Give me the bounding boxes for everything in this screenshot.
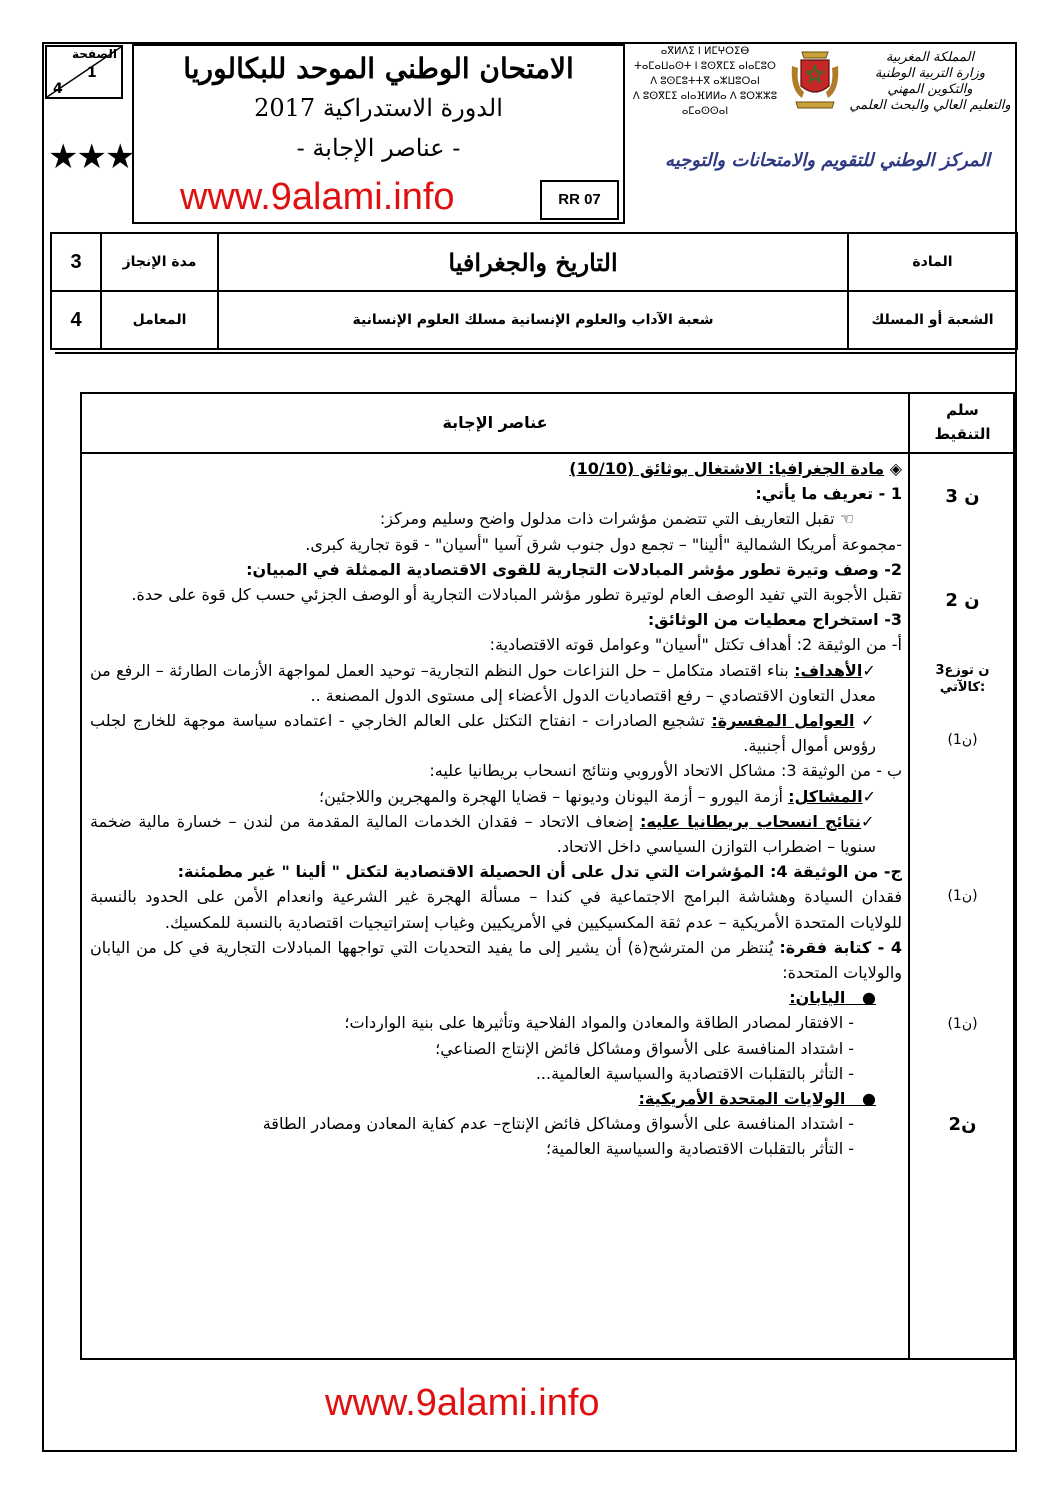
tifinagh-line: ⴷ ⵓⵙⴳⵎⵉ ⴰⵏⴰⴼⵍⵍⴰ ⴷ ⵓⵔⵣⵣⵓ ⴰⵎⴰⵙⵙⴰⵏ: [632, 91, 778, 117]
subject-table: [50, 232, 1018, 350]
q1-line2: -مجموعة أمريكا الشمالية "ألينا" – تجمع دول جنوب شرق آسيا "أسيان" - قوة تجارية كبرى.: [305, 534, 902, 554]
exam-title: الامتحان الوطني الموحد للبكالوريا: [183, 52, 574, 85]
q3a-factors: [90, 708, 902, 758]
duration-label: مدة الإنجاز: [101, 233, 218, 291]
japan-heading: [90, 985, 902, 1010]
grade-q3b: (1ن): [947, 888, 978, 904]
tifinagh-line: ⴰⴳⵍⴷⵉ ⵏ ⵍⵎⵖⵔⵉⴱ: [660, 46, 750, 57]
coefficient-value: 4: [51, 291, 101, 349]
q3b-problems-label: المشاكل:: [788, 786, 863, 806]
column-divider: [908, 394, 910, 1358]
q2-title: 2- وصف وتيرة تطور مؤشر المبادلات التجارية للقوى الاقتصادية الممثلة في المبيان:: [246, 559, 902, 579]
q4-title: 4 - كتابة فقرة:: [779, 937, 902, 957]
subject-label: المادة: [848, 233, 1017, 291]
check-icon: ✓: [862, 786, 876, 806]
grade-q3-line: 3ن توزع: [935, 663, 990, 678]
grade-q1: 3 ن: [945, 486, 980, 507]
usa-item: - اشتداد المنافسة على الأسواق ومشاكل فائض الإنتاج– عدم كفاية المعادن ومصادر الطاقة: [262, 1114, 854, 1134]
section-title-text: مادة الجغرافيا: الاشتغال بوثائق (10/10): [569, 459, 885, 478]
grade-q4: 2ن: [948, 1114, 977, 1135]
bullet-icon: ●: [845, 1089, 876, 1109]
grade-q3c: (1ن): [947, 1016, 978, 1032]
section-title: [90, 456, 902, 481]
q1-line1: [90, 506, 902, 531]
site-watermark-bottom[interactable]: www.9alami.info: [325, 1382, 600, 1424]
page-label: الصفحة: [71, 47, 117, 61]
bullet-icon: ●: [845, 988, 876, 1008]
ministry-line: المملكة المغربية: [885, 50, 975, 65]
exam-code: RR 07: [540, 180, 619, 220]
check-icon: ✓: [862, 660, 876, 680]
japan-item: - الافتقار لمصادر الطاقة والمعادن والمواد الفلاحية وتأثيرها على بنية الواردات؛: [344, 1013, 854, 1033]
coefficient-label: المعامل: [101, 291, 218, 349]
q3b-title: ب - من الوثيقة 3: مشاكل الاتحاد الأوروبي ونتائج انسحاب بريطانيا عليه:: [429, 761, 902, 781]
header-divider: [55, 352, 1015, 354]
q2-body: تقبل الأجوبة التي تفيد الوصف العام لوتيرة تطور مؤشر المبادلات التجارية أو الوصف الجزئي حسب كل قوة على حدة.: [131, 585, 902, 605]
tifinagh-line: ⵜⴰⵎⴰⵡⴰⵙⵜ ⵏ ⵓⵙⴳⵎⵉ ⴰⵏⴰⵎⵓⵔ: [634, 61, 776, 72]
usa-heading: [90, 1086, 902, 1111]
q3c-title: ج- من الوثيقة 4: المؤشرات التي تدل على أن الحصيلة الاقتصادية لتكتل " ألينا " غير مطمئنة:: [177, 862, 902, 882]
japan-item: - التأثر بالتقلبات الاقتصادية والسياسية العالمية...: [535, 1063, 854, 1083]
subject-name: التاريخ والجغرافيا: [218, 233, 848, 291]
q3a-goals-text: بناء اقتصاد متكامل – حل النزاعات حول النظم التجارية– توحيد العمل لمواجهة الأزمات الطارئة – الرفع من معدل التعاون الاقتصادي – رفع اقتصاديات الدول الأعضاء إلى مستوى الدول المصنعة ..: [90, 660, 876, 705]
usa-item: - التأثر بالتقلبات الاقتصادية والسياسية العالمية؛: [545, 1139, 854, 1159]
q3a-goals-label: الأهداف:: [794, 660, 863, 680]
exam-session: الدورة الاستدراكية 2017: [254, 94, 503, 122]
q3a-title: أ- من الوثيقة 2: أهداف تكتل "أسيان" وعوامل قوته الاقتصادية:: [489, 635, 902, 655]
center-name: المركز الوطني للتقويم والامتحانات والتوجيه: [665, 150, 990, 171]
tifinagh-line: ⴷ ⵓⵙⵎⵓⵜⵜⴳ ⴰⵣⵡⵓⵔⴰⵏ: [650, 76, 760, 87]
answers-label: - عناصر الإجابة -: [296, 134, 461, 162]
answers-column-header: عناصر الإجابة: [442, 413, 548, 432]
q1-line1-text: تقبل التعاريف التي تتضمن مؤشرات ذات مدلول واضح وسليم ومركز:: [379, 509, 835, 529]
branch-name: شعبة الآداب والعلوم الإنسانية مسلك العلوم الإنسانية: [218, 291, 848, 349]
diamond-bullet-icon: ◈: [884, 459, 902, 478]
header-row-divider: [82, 452, 1013, 454]
q4-body: يُنتظر من المترشح(ة) أن يشير إلى ما يفيد التحديات التي تواجهها المبادلات التجارية في كل من اليابان والولايات المتحدة:: [90, 937, 902, 983]
q3c-body: فقدان السيادة وهشاشة البرامج الاجتماعية في كندا – مسألة الهجرة غير الشرعية وانعدام الأمن على الحدود بالنسبة للولايات المتحدة الأمريكية – عدم ثقة المكسيكيين في الأمريكيين وغياب إستراتيجيات اقتصادية بالنسبة للمكسيك.: [90, 887, 902, 932]
q4-paragraph: [90, 935, 902, 985]
pointing-hand-icon: ☜: [834, 509, 854, 529]
ministry-name: [845, 50, 1015, 114]
site-watermark-top[interactable]: www.9alami.info: [180, 176, 455, 218]
q3b-problems: [90, 784, 902, 809]
grading-header-line: التنقيط: [934, 425, 991, 443]
ministry-tifinagh: [630, 44, 780, 119]
ministry-line: وزارة التربية الوطنية: [874, 66, 986, 81]
q3b-problems-text: أزمة اليورو – أزمة اليونان وديونها – قضايا الهجرة والمهجرين واللاجئين؛: [319, 786, 783, 806]
grading-column-header: [910, 398, 1015, 446]
grade-q3-header: [910, 662, 1015, 696]
japan-label: اليابان:: [789, 988, 846, 1008]
grade-q3-line: كالآتي:: [939, 680, 986, 695]
duration-value: 3: [51, 233, 101, 291]
answer-table: [80, 392, 1015, 1360]
q3b-results-label: نتائج انسحاب بريطانيا عليه:: [639, 811, 862, 831]
grading-header-line: سلم: [946, 401, 979, 419]
coat-of-arms-icon: [788, 46, 842, 118]
ministry-line: والتكوين المهني: [887, 82, 973, 97]
grade-q2: 2 ن: [945, 590, 980, 611]
check-icon: ✓: [854, 711, 877, 731]
q3a-goals: [90, 658, 902, 708]
answer-content: [90, 456, 902, 1162]
q3b-results-text: إضعاف الاتحاد – فقدان الخدمات المالية المقدمة من لندن – خسارة مالية ضخمة سنويا – اضطراب التوازن السياسي داخل الاتحاد.: [90, 811, 876, 857]
check-icon: ✓: [861, 811, 877, 831]
ministry-line: والتعليم العالي والبحث العلمي: [849, 98, 1011, 113]
page-total: 4: [53, 81, 63, 97]
usa-label: الولايات المتحدة الأمريكية:: [638, 1089, 846, 1109]
page-number-box: [45, 45, 123, 99]
branch-label: الشعبة أو المسلك: [848, 291, 1017, 349]
japan-item: - اشتداد المنافسة على الأسواق ومشاكل فائض الإنتاج الصناعي؛: [435, 1038, 854, 1058]
grade-q3a: (1ن): [947, 732, 978, 748]
q3b-results: [90, 809, 902, 859]
q1-title: 1 - تعريف ما يأتي:: [755, 484, 902, 504]
page-number: 1: [87, 65, 97, 81]
q3a-factors-label: العوامل المفسرة:: [711, 711, 855, 731]
q3-title: 3- استخراج معطيات من الوثائق:: [647, 610, 902, 630]
q3a-factors-text: تشجيع الصادرات - انفتاح التكتل على العالم الخارجي - اعتماده سياسة موجهة للخارج لجلب رؤوس أموال أجنبية.: [90, 711, 876, 756]
difficulty-stars: ★★★: [48, 137, 134, 177]
